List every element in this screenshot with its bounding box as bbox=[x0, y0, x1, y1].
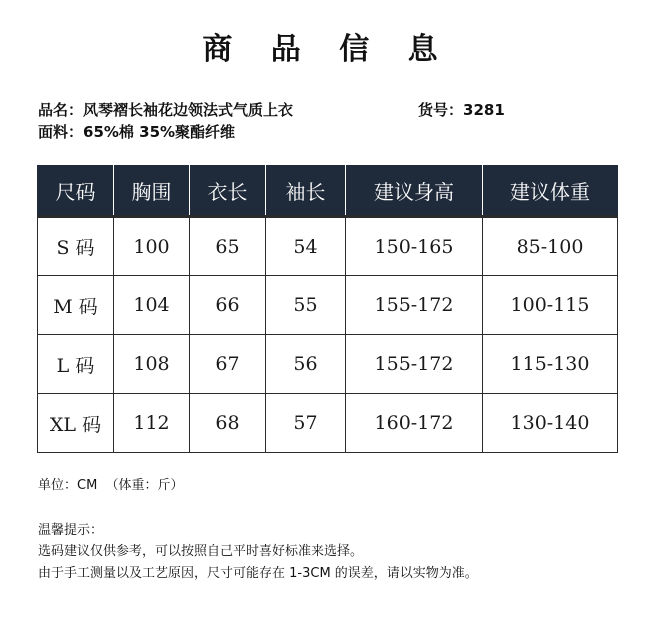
header-sleeve: 袖长 bbox=[266, 166, 346, 217]
sku-line bbox=[418, 100, 505, 120]
header-weight: 建议体重 bbox=[483, 166, 618, 217]
cell-length: 66 bbox=[190, 276, 266, 335]
cell-sleeve: 55 bbox=[266, 276, 346, 335]
product-name-label: 品名： bbox=[38, 101, 84, 119]
cell-weight: 115-130 bbox=[483, 335, 618, 394]
header-chest: 胸围 bbox=[114, 166, 190, 217]
product-name-value: 风琴褶长袖花边领法式气质上衣 bbox=[83, 101, 294, 119]
cell-length: 67 bbox=[190, 335, 266, 394]
page-title: 商 品 信 息 bbox=[202, 32, 452, 67]
cell-chest: 100 bbox=[114, 217, 190, 276]
cell-sleeve: 56 bbox=[266, 335, 346, 394]
cell-sleeve: 54 bbox=[266, 217, 346, 276]
tip-line: 选码建议仅供参考，可以按照自己平时喜好标准来选择。 bbox=[38, 544, 364, 559]
table-row bbox=[38, 394, 618, 453]
cell-size: S 码 bbox=[38, 217, 114, 276]
cell-height: 155-172 bbox=[346, 276, 483, 335]
table-row bbox=[38, 276, 618, 335]
product-name-line bbox=[38, 100, 293, 120]
tips-heading: 温馨提示： bbox=[38, 523, 104, 538]
cell-length: 68 bbox=[190, 394, 266, 453]
cell-height: 155-172 bbox=[346, 335, 483, 394]
cell-height: 160-172 bbox=[346, 394, 483, 453]
tip-line: 由于手工测量以及工艺原因，尺寸可能存在 1-3CM 的误差，请以实物为准。 bbox=[38, 566, 478, 581]
size-chart-table bbox=[37, 165, 618, 453]
header-length: 衣长 bbox=[190, 166, 266, 217]
sku-label: 货号： bbox=[418, 101, 464, 119]
table-header-row bbox=[38, 166, 618, 217]
fabric-value: 65%棉 35%聚酯纤维 bbox=[83, 123, 236, 141]
cell-weight: 130-140 bbox=[483, 394, 618, 453]
cell-size: M 码 bbox=[38, 276, 114, 335]
header-height: 建议身高 bbox=[346, 166, 483, 217]
table-row bbox=[38, 335, 618, 394]
unit-note: 单位：CM （体重：斤） bbox=[38, 478, 184, 493]
cell-height: 150-165 bbox=[346, 217, 483, 276]
fabric-label: 面料： bbox=[38, 123, 84, 141]
cell-size: L 码 bbox=[38, 335, 114, 394]
cell-length: 65 bbox=[190, 217, 266, 276]
cell-sleeve: 57 bbox=[266, 394, 346, 453]
sku-value: 3281 bbox=[463, 101, 505, 119]
cell-weight: 85-100 bbox=[483, 217, 618, 276]
cell-weight: 100-115 bbox=[483, 276, 618, 335]
cell-chest: 104 bbox=[114, 276, 190, 335]
cell-size: XL 码 bbox=[38, 394, 114, 453]
cell-chest: 112 bbox=[114, 394, 190, 453]
cell-chest: 108 bbox=[114, 335, 190, 394]
table-row bbox=[38, 217, 618, 276]
fabric-line bbox=[38, 122, 235, 142]
header-size: 尺码 bbox=[38, 166, 114, 217]
